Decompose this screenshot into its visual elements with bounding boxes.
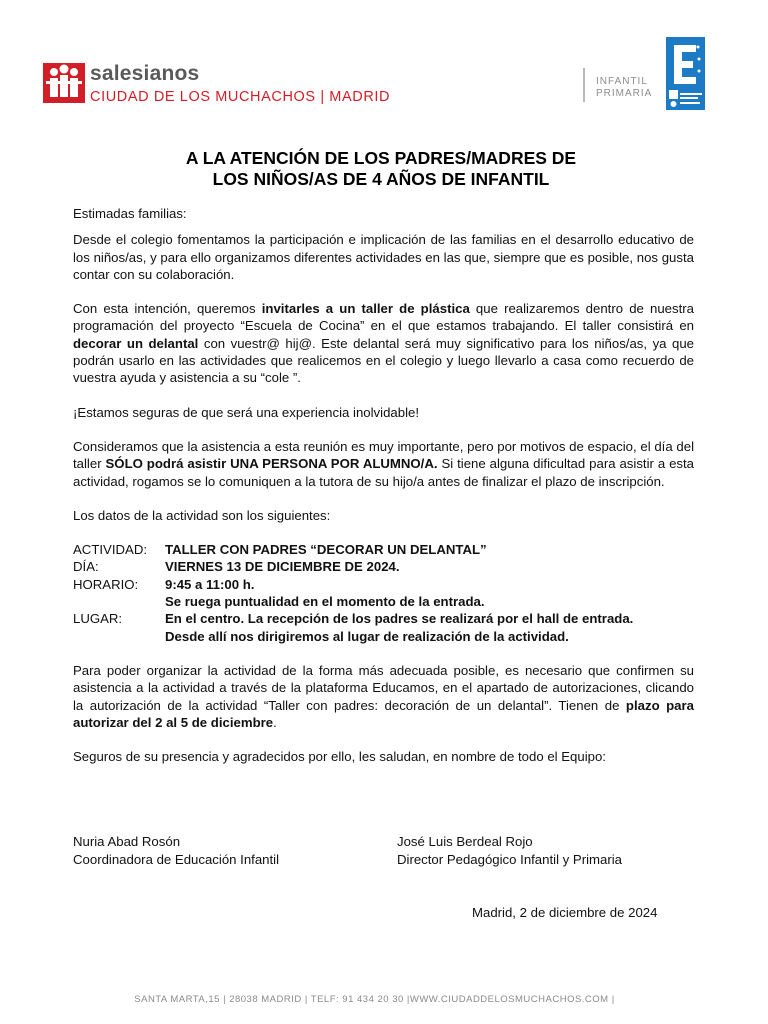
signatory-name: Nuria Abad Rosón bbox=[73, 834, 181, 849]
text-segment: que realizaremos dentro de nuestra programación del proyecto “Escuela de Cocina” en el que estamos trabajando. El taller consistirá en bbox=[73, 301, 694, 334]
letter-body bbox=[73, 205, 694, 765]
paragraph-attendance bbox=[73, 438, 694, 490]
detail-row-lugar bbox=[73, 610, 694, 627]
header-divider bbox=[583, 68, 585, 102]
signature-left bbox=[73, 833, 279, 869]
bold-segment: decorar un delantal bbox=[73, 335, 199, 351]
text-segment: con vuestr@ hij@. Este delantal será muy significativo para los niños/as, ya que podrán usarlo en las actividades que realicemos en el colegio y luego llevarlo a casa como recuerdo de vuestra ayuda y asistencia a su “cole ”. bbox=[73, 335, 695, 386]
salesianos-logo-icon bbox=[43, 63, 85, 103]
escuela-salesiana-logo-icon bbox=[666, 37, 705, 110]
detail-row-horario-note bbox=[73, 593, 694, 610]
bold-segment: plazo para autorizar del 2 al 5 de diciembre bbox=[73, 697, 694, 730]
detail-label: DÍA: bbox=[73, 559, 99, 575]
paragraph-authorization bbox=[73, 662, 694, 731]
detail-row-actividad bbox=[73, 541, 694, 558]
signature-right bbox=[397, 833, 622, 869]
detail-label-empty bbox=[73, 628, 165, 645]
level-infantil: INFANTIL bbox=[596, 76, 648, 87]
brand-name: salesianos bbox=[90, 62, 200, 85]
school-level bbox=[596, 76, 652, 100]
level-primaria: PRIMARIA bbox=[596, 88, 653, 99]
signatory-name: José Luis Berdeal Rojo bbox=[397, 834, 533, 849]
paragraph-details-intro: Los datos de la actividad son los siguientes: bbox=[73, 507, 331, 523]
detail-value: VIERNES 13 DE DICIEMBRE DE 2024. bbox=[165, 559, 400, 575]
paragraph-intro: Desde el colegio fomentamos la participación e implicación de las familias en el desarrollo educativo de los niños/as, y para ello organizamos diferentes actividades en las que, siempre que es posible, nos gusta contar con su colaboración. bbox=[73, 232, 694, 282]
footer-contact: SANTA MARTA,15 | 28038 MADRID | TELF: 91 434 20 30 |WWW.CIUDADDELOSMUCHACHOS.COM | bbox=[134, 994, 615, 1005]
letter-title bbox=[0, 148, 762, 190]
text-segment: Si tiene alguna dificultad para asistir a esta actividad, rogamos se lo comuniquen a la tutora de su hijo/a antes de finalizar el plazo de inscripción. bbox=[73, 456, 695, 489]
bold-segment: invitarles a un taller de plástica bbox=[261, 301, 470, 317]
detail-row-lugar-note bbox=[73, 628, 694, 645]
text-segment: Con esta intención, queremos bbox=[73, 301, 262, 317]
detail-label-empty bbox=[73, 593, 165, 610]
bold-segment: SÓLO podrá asistir UNA PERSONA POR ALUMNO/A. bbox=[105, 456, 438, 472]
paragraph-closing: Seguros de su presencia y agradecidos por ello, les saludan, en nombre de todo el Equipo: bbox=[73, 749, 606, 765]
text-segment: Para poder organizar la actividad de la forma más adecuada posible, es necesario que confirmen su asistencia a la actividad a través de la plataforma Educamos, en el apartado de autorizaciones, clicando la autorización de la actividad “Taller con padres: decoración de un delantal”. Tienen de bbox=[73, 662, 694, 713]
paragraph-exclamation: ¡Estamos seguras de que será una experiencia inolvidable! bbox=[73, 404, 420, 420]
brand-subtitle: CIUDAD DE LOS MUCHACHOS | MADRID bbox=[90, 89, 391, 105]
text-segment: Consideramos que la asistencia a esta reunión es muy importante, pero por motivos de espacio, el día del taller bbox=[73, 438, 694, 472]
signatory-role: Coordinadora de Educación Infantil bbox=[73, 852, 280, 867]
letter-date: Madrid, 2 de diciembre de 2024 bbox=[472, 905, 658, 920]
detail-label: LUGAR: bbox=[73, 611, 123, 627]
detail-value: Desde allí nos dirigiremos al lugar de realización de la actividad. bbox=[165, 628, 569, 644]
detail-value: En el centro. La recepción de los padres se realizará por el hall de entrada. bbox=[165, 611, 634, 627]
detail-value: TALLER CON PADRES “DECORAR UN DELANTAL” bbox=[165, 542, 487, 558]
detail-label: ACTIVIDAD: bbox=[73, 542, 148, 558]
salesianos-logo bbox=[43, 63, 390, 106]
title-line-1: A LA ATENCIÓN DE LOS PADRES/MADRES DE bbox=[185, 148, 577, 168]
greeting: Estimadas familias: bbox=[73, 206, 187, 221]
title-line-2: LOS NIÑOS/AS DE 4 AÑOS DE INFANTIL bbox=[212, 169, 550, 189]
detail-row-horario bbox=[73, 576, 694, 593]
detail-value: Se ruega puntualidad en el momento de la entrada. bbox=[165, 594, 485, 610]
paragraph-invitation bbox=[73, 300, 694, 386]
detail-row-dia bbox=[73, 558, 694, 575]
detail-value: 9:45 a 11:00 h. bbox=[165, 576, 255, 592]
activity-details bbox=[73, 541, 694, 645]
detail-label: HORARIO: bbox=[73, 576, 139, 592]
signatory-role: Director Pedagógico Infantil y Primaria bbox=[397, 852, 623, 867]
text-segment: . bbox=[273, 714, 277, 730]
